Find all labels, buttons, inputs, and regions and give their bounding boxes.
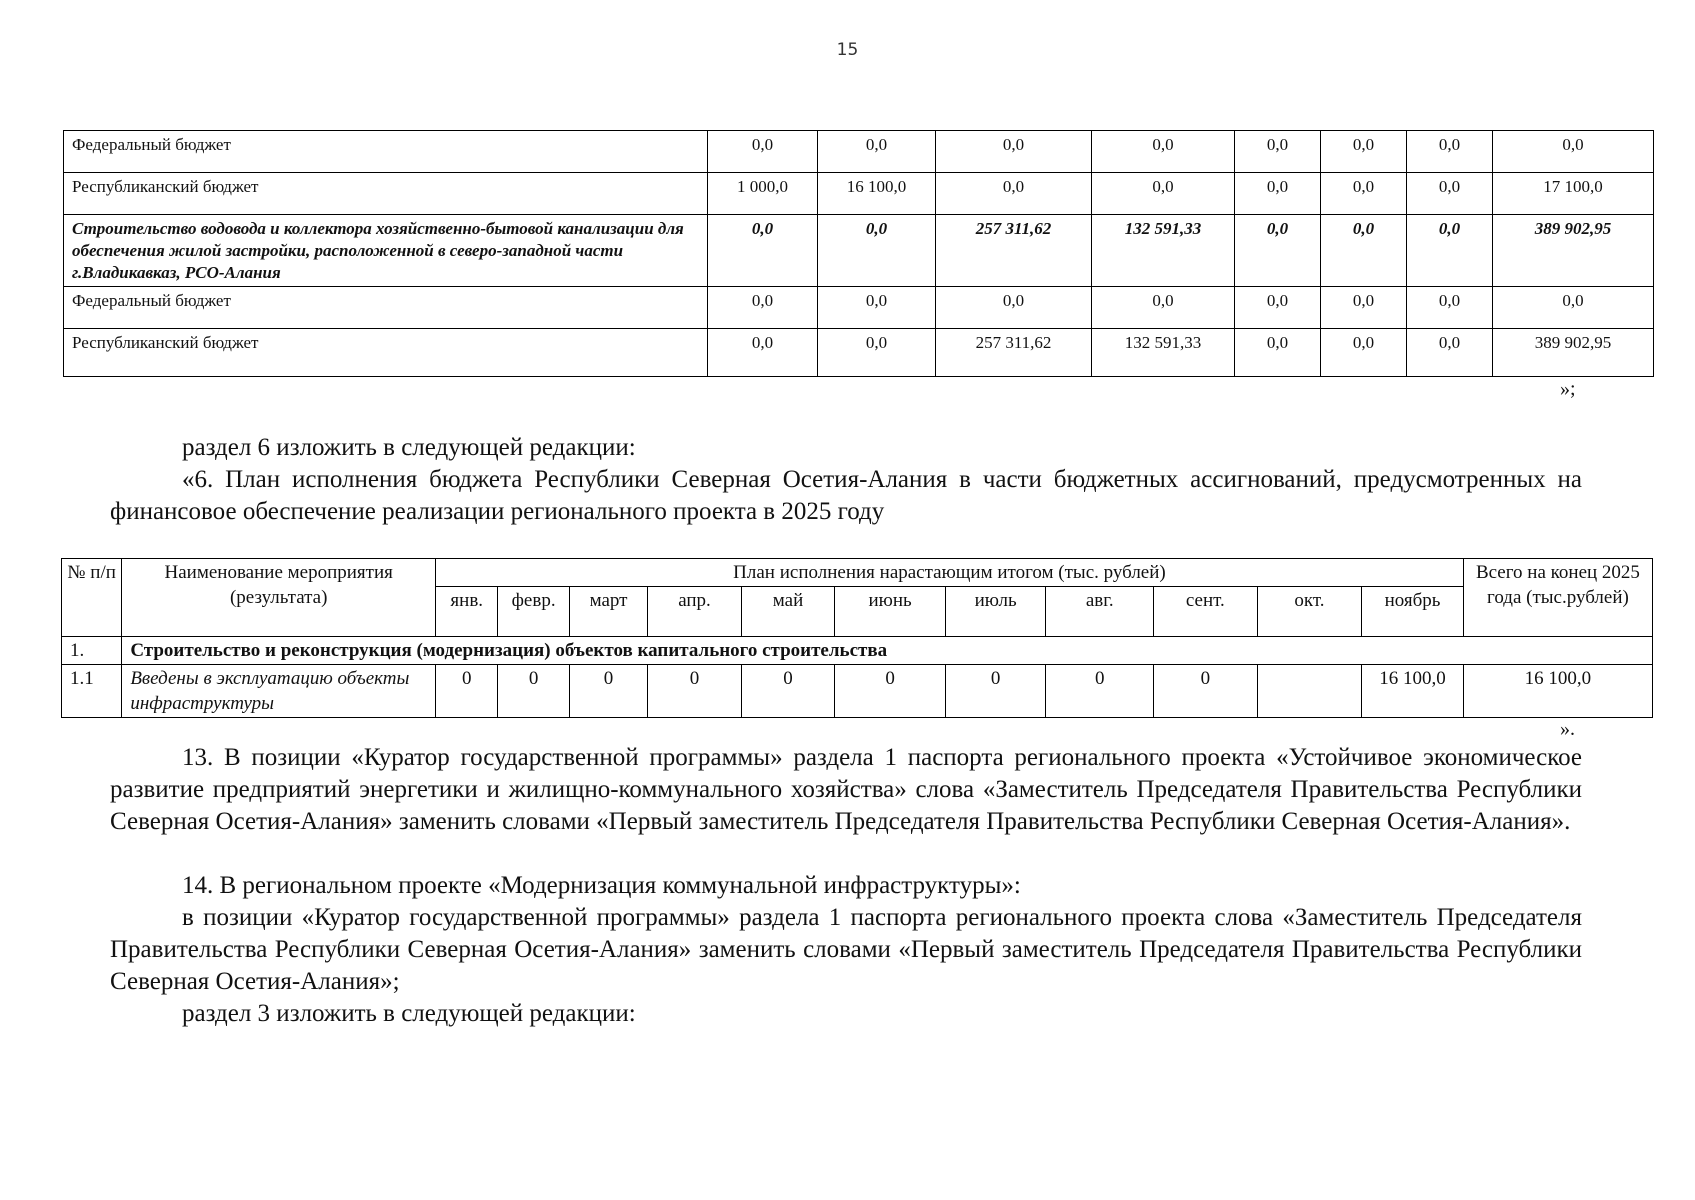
header-plan: План исполнения нарастающим итогом (тыс. рублей) (436, 559, 1464, 587)
table-row (64, 329, 1654, 377)
cell: 0,0 (818, 287, 936, 329)
cell: 0,0 (1235, 173, 1321, 215)
cell: 16 100,0 (1362, 665, 1464, 718)
cell: 0,0 (1092, 287, 1235, 329)
paragraph-text: 13. В позиции «Куратор государственной программы» раздела 1 паспорта регионального проекта «Устойчивое экономическое развитие предприятий энергетики и жилищно-коммунального хозяйства» слова «Заместитель Председателя Правительства Республики Северная Осетия-Алания» заменить словами «Первый заместитель Председателя Правительства Республики Северная Осетия-Алания». (110, 744, 1582, 835)
cell: 0,0 (1493, 287, 1654, 329)
header-month: окт. (1257, 587, 1362, 637)
row-num: 1.1 (62, 665, 122, 718)
header-month: июнь (835, 587, 946, 637)
cell: 0,0 (1407, 329, 1493, 377)
cell: 0,0 (708, 287, 818, 329)
cell: 0,0 (1235, 329, 1321, 377)
paragraph (110, 464, 1582, 528)
cell: 0 (1154, 665, 1258, 718)
section-name: Строительство и реконструкция (модернизация) объектов капитального строительства (122, 637, 1653, 665)
paragraph-text: 14. В региональном проекте «Модернизация коммунальной инфраструктуры»: (182, 872, 1021, 899)
cell: 0,0 (1092, 131, 1235, 173)
header-month: янв. (436, 587, 498, 637)
cell: 0,0 (1235, 215, 1321, 287)
cell: 0 (835, 665, 946, 718)
cell: 0 (741, 665, 835, 718)
cell: 17 100,0 (1493, 173, 1654, 215)
cell: 0,0 (1407, 287, 1493, 329)
cell: 0,0 (1321, 329, 1407, 377)
row-total: 16 100,0 (1463, 665, 1652, 718)
cell: 0,0 (1407, 215, 1493, 287)
cell: 0 (648, 665, 742, 718)
paragraph (110, 432, 1582, 464)
paragraph (110, 870, 1582, 902)
cell: 0,0 (1321, 131, 1407, 173)
cell: 389 902,95 (1493, 215, 1654, 287)
header-month: сент. (1154, 587, 1258, 637)
cell: 0,0 (818, 215, 936, 287)
row-name: Республиканский бюджет (64, 173, 708, 215)
paragraph (110, 998, 1582, 1030)
cell: 257 311,62 (936, 329, 1092, 377)
paragraph-text: «6. План исполнения бюджета Республики Северная Осетия-Алания в части бюджетных ассигнований, предусмотренных на финансовое обеспечение реализации регионального проекта в 2025 году (110, 466, 1582, 525)
table-header-row (62, 559, 1653, 587)
cell: 0,0 (936, 173, 1092, 215)
paragraph-text: раздел 3 изложить в следующей редакции: (182, 1000, 636, 1027)
table-row (64, 131, 1654, 173)
header-month: апр. (648, 587, 742, 637)
paragraph (110, 902, 1582, 998)
header-month: май (741, 587, 835, 637)
closing-quote: »; (1560, 378, 1576, 400)
cell: 0 (569, 665, 647, 718)
cell: 1 000,0 (708, 173, 818, 215)
cell: 257 311,62 (936, 215, 1092, 287)
row-name: Строительство водовода и коллектора хозяйственно-бытовой канализации для обеспечения жилой застройки, расположенной в северо-западной части г.Владикавказ, РСО-Алания (64, 215, 708, 287)
closing-quote: ». (1560, 718, 1575, 740)
table-row (64, 173, 1654, 215)
cell: 132 591,33 (1092, 329, 1235, 377)
header-total: Всего на конец 2025 года (тыс.рублей) (1463, 559, 1652, 637)
header-month: июль (945, 587, 1046, 637)
cell: 0 (1046, 665, 1154, 718)
header-num: № п/п (62, 559, 122, 637)
table-row (64, 287, 1654, 329)
cell: 0,0 (708, 215, 818, 287)
table-row (64, 215, 1654, 287)
section-row (62, 637, 1653, 665)
page-number: 15 (836, 40, 859, 60)
cell: 389 902,95 (1493, 329, 1654, 377)
cell: 0,0 (1321, 287, 1407, 329)
table-row (62, 665, 1653, 718)
cell: 0,0 (1092, 173, 1235, 215)
cell: 0,0 (936, 131, 1092, 173)
cell: 0 (436, 665, 498, 718)
cell: 0,0 (1321, 215, 1407, 287)
cell: 0,0 (818, 131, 936, 173)
cell: 132 591,33 (1092, 215, 1235, 287)
header-month: февр. (498, 587, 569, 637)
budget-table (63, 130, 1654, 377)
cell: 0,0 (1407, 173, 1493, 215)
cell: 0,0 (1235, 287, 1321, 329)
header-month: авг. (1046, 587, 1154, 637)
plan-table (61, 558, 1653, 718)
cell: 0,0 (818, 329, 936, 377)
cell: 0,0 (1493, 131, 1654, 173)
header-month: март (569, 587, 647, 637)
cell: 0,0 (1321, 173, 1407, 215)
row-name: Республиканский бюджет (64, 329, 708, 377)
cell: 0 (498, 665, 569, 718)
cell: 0,0 (936, 287, 1092, 329)
row-name: Введены в эксплуатацию объекты инфраструктуры (122, 665, 436, 718)
section-num: 1. (62, 637, 122, 665)
row-name: Федеральный бюджет (64, 287, 708, 329)
cell: 0,0 (708, 131, 818, 173)
cell: 0,0 (708, 329, 818, 377)
header-month: ноябрь (1362, 587, 1464, 637)
paragraph (110, 742, 1582, 838)
cell: 0,0 (1235, 131, 1321, 173)
paragraph-text: раздел 6 изложить в следующей редакции: (182, 434, 636, 461)
paragraph-text: в позиции «Куратор государственной программы» раздела 1 паспорта регионального проекта слова «Заместитель Председателя Правительства Республики Северная Осетия-Алания» заменить словами «Первый заместитель Председателя Правительства Республики Северная Осетия-Алания»; (110, 904, 1582, 995)
header-name: Наименование мероприятия (результата) (122, 559, 436, 637)
cell: 16 100,0 (818, 173, 936, 215)
cell: 0,0 (1407, 131, 1493, 173)
cell (1257, 665, 1362, 718)
row-name: Федеральный бюджет (64, 131, 708, 173)
cell: 0 (945, 665, 1046, 718)
